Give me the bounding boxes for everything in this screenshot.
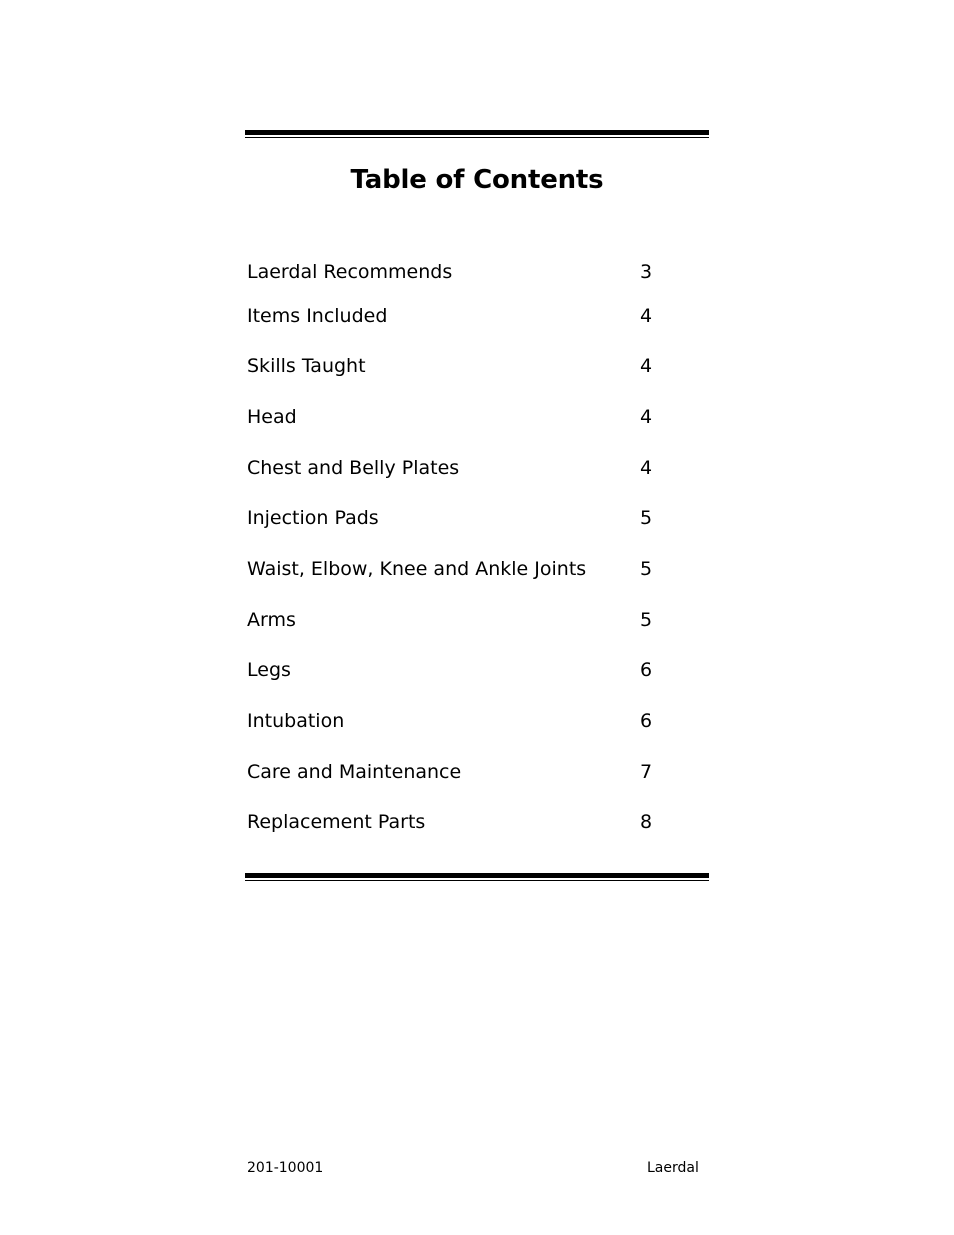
bottom-rule <box>245 873 709 881</box>
toc-entry <box>247 501 667 535</box>
toc-entry-page: 4 <box>640 457 653 479</box>
toc-entry-label: Chest and Belly Plates <box>247 457 460 479</box>
toc-entry-page: 6 <box>640 710 653 732</box>
toc-entry-label: Waist, Elbow, Knee and Ankle Joints <box>247 558 587 580</box>
toc-entry-page: 5 <box>640 558 653 580</box>
toc-entry-page: 6 <box>640 659 653 681</box>
toc-entry <box>247 451 667 485</box>
footer-doc-number: 201-10001 <box>247 1160 324 1176</box>
toc-entry-label: Items Included <box>247 305 388 327</box>
toc-entry-page: 5 <box>640 507 653 529</box>
toc-entry-page: 4 <box>640 355 653 377</box>
toc-entry <box>247 552 667 586</box>
toc-entry-label: Laerdal Recommends <box>247 261 453 283</box>
toc-entry <box>247 704 667 738</box>
toc-entry-label: Head <box>247 406 297 428</box>
toc-entry <box>247 299 667 333</box>
toc-entry-label: Replacement Parts <box>247 811 426 833</box>
toc-entry <box>247 755 667 789</box>
toc-entry <box>247 349 667 383</box>
toc-entry-page: 8 <box>640 811 653 833</box>
toc-entry-page: 7 <box>640 761 653 783</box>
toc-entry <box>247 400 667 434</box>
toc-entry-label: Injection Pads <box>247 507 379 529</box>
toc-entry-page: 3 <box>640 261 653 283</box>
toc-entry <box>247 653 667 687</box>
toc-entry-page: 4 <box>640 406 653 428</box>
toc-entry-label: Arms <box>247 609 296 631</box>
toc-entry-label: Legs <box>247 659 291 681</box>
toc-entry-page: 4 <box>640 305 653 327</box>
toc-entry <box>247 805 667 839</box>
page-title: Table of Contents <box>350 165 604 195</box>
toc-entry <box>247 603 667 637</box>
top-rule <box>245 130 709 138</box>
toc-entry <box>247 255 667 289</box>
toc-entry-label: Skills Taught <box>247 355 366 377</box>
toc-entry-page: 5 <box>640 609 653 631</box>
toc-entry-label: Care and Maintenance <box>247 761 462 783</box>
toc-entry-label: Intubation <box>247 710 345 732</box>
footer-company: Laerdal <box>647 1160 699 1176</box>
